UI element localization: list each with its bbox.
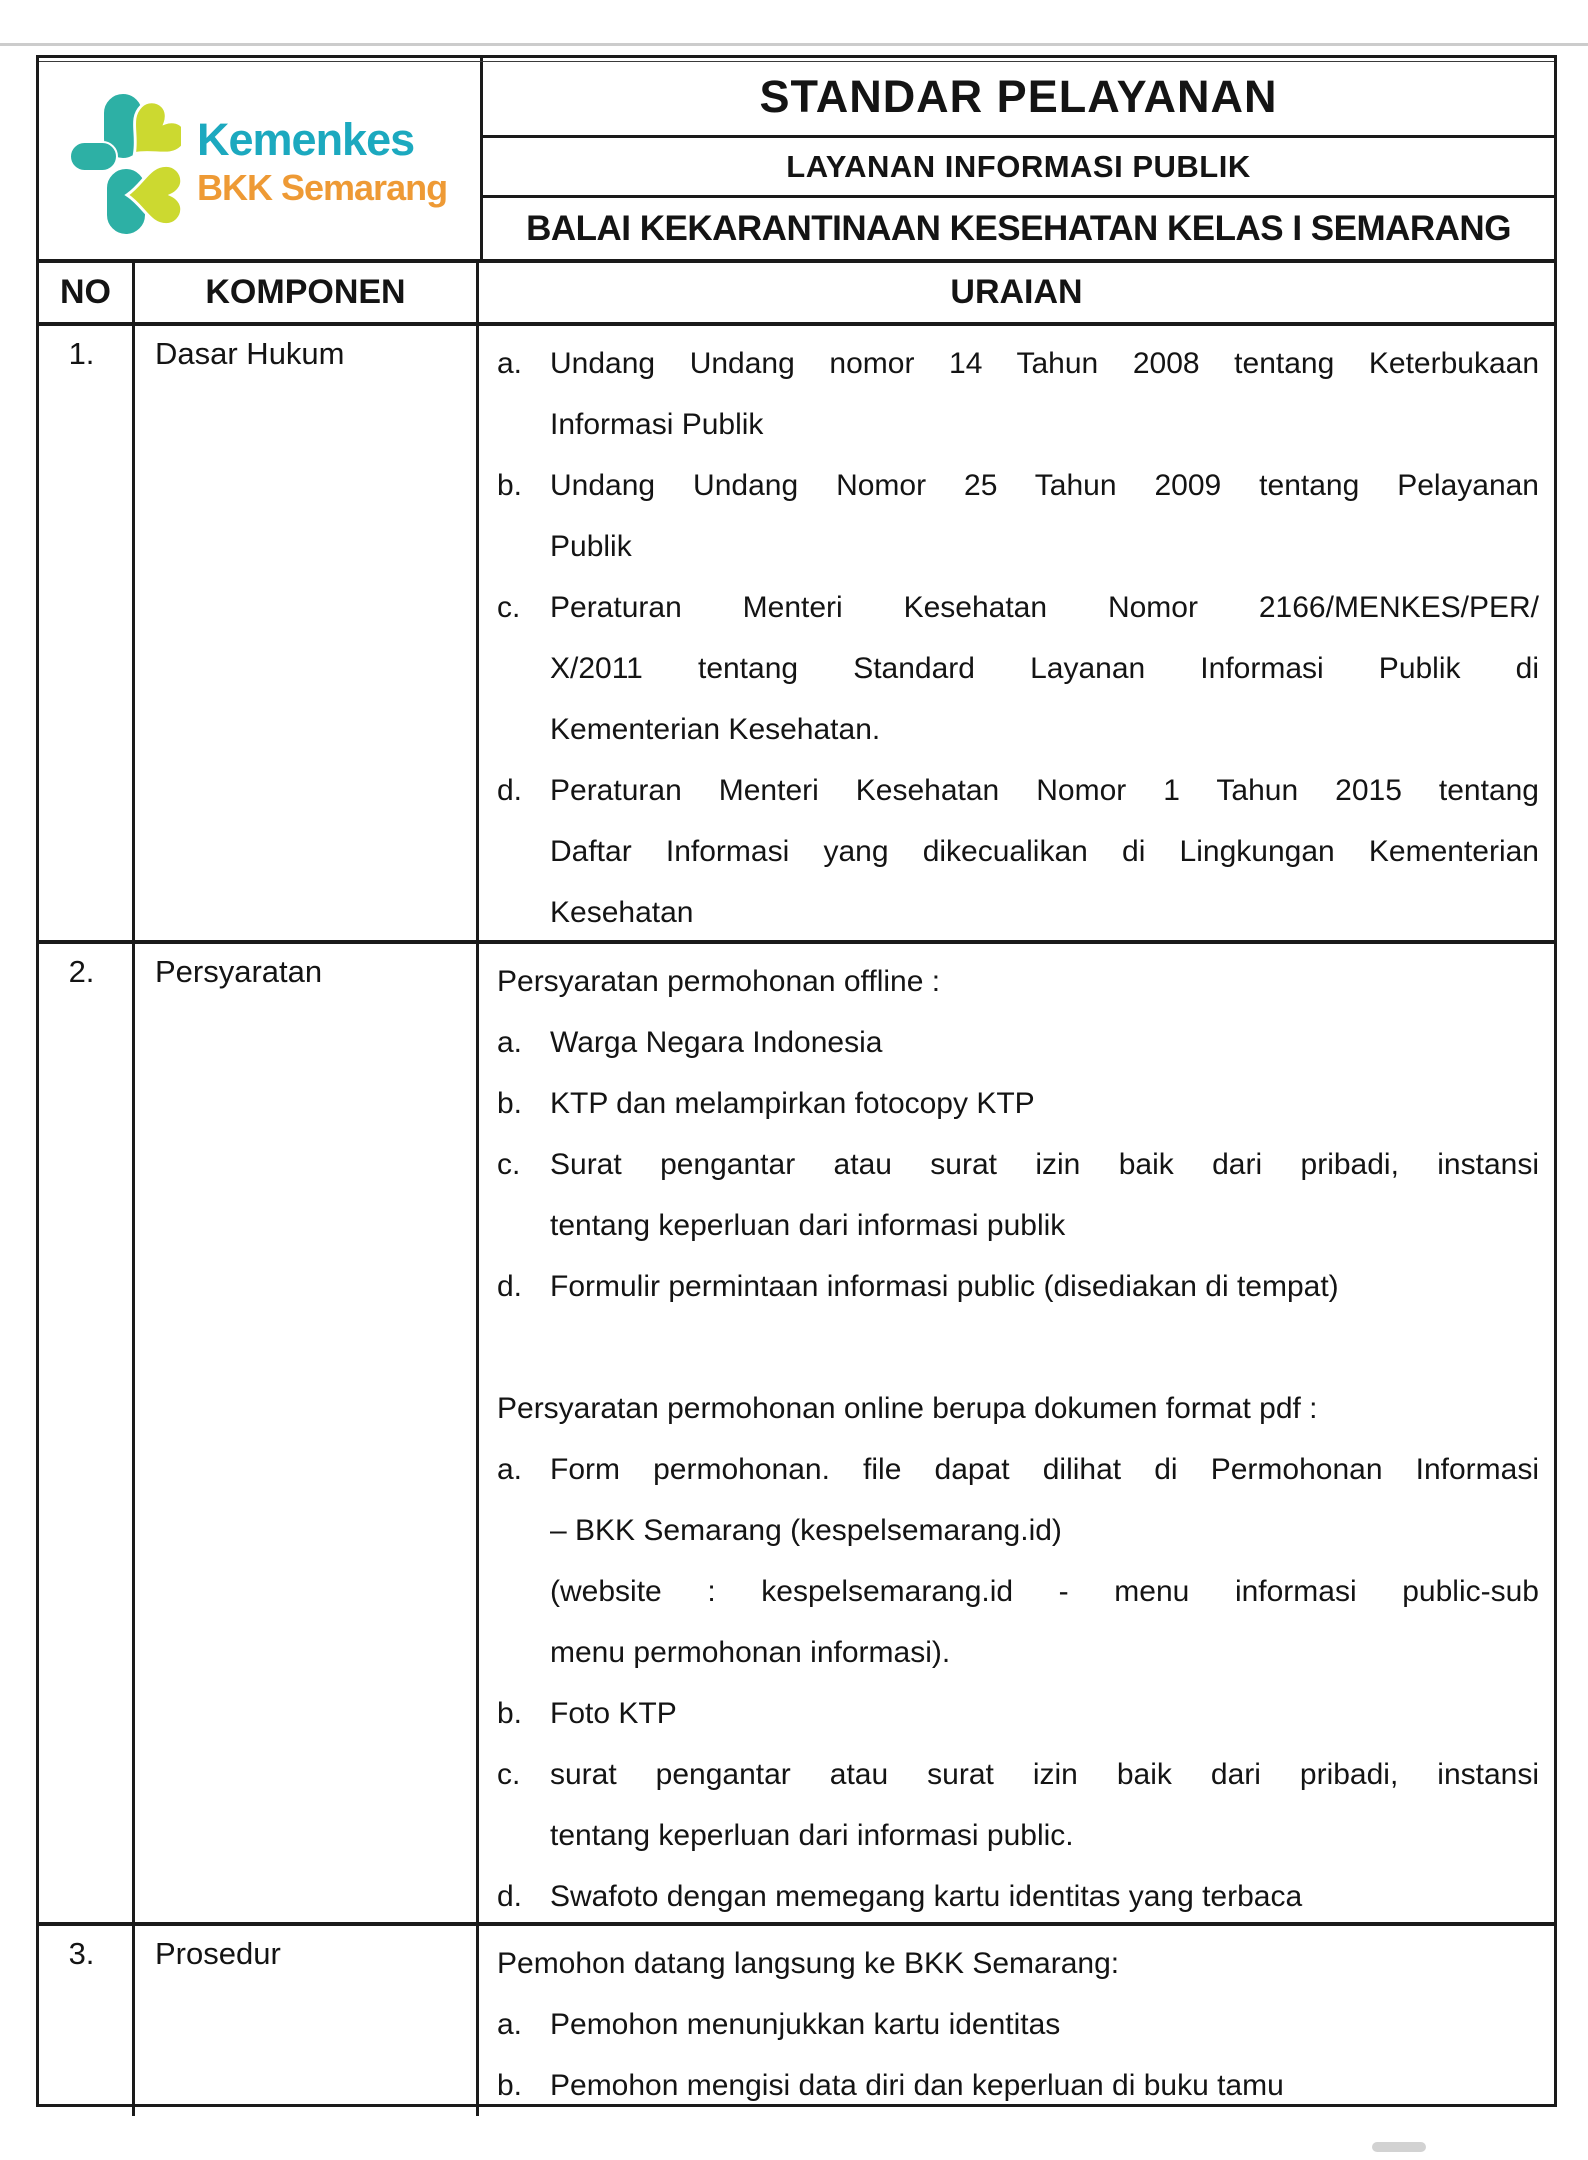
uraian-cell [479,326,1554,940]
list-item [497,1866,1539,1927]
line: Peraturan Menteri Kesehatan Nomor 1 Tahun 2015 tentang [550,774,1539,807]
list-item [497,2055,1539,2116]
list-letter: a. [497,1453,523,1486]
list-letter: b. [497,1697,523,1730]
column-header-no: NO [39,263,135,322]
line: Pemohon menunjukkan kartu identitas [550,2008,1061,2041]
list-item [497,455,1539,577]
line: Informasi Publik [550,408,764,441]
list-letter: b. [497,1087,523,1120]
column-header-uraian: URAIAN [950,273,1083,311]
list-item [497,1994,1539,2055]
line: Foto KTP [550,1697,677,1730]
line: KTP dan melampirkan fotocopy KTP [550,1087,1035,1120]
line: Swafoto dengan memegang kartu identitas yang terbaca [550,1880,1303,1913]
line: Warga Negara Indonesia [550,1026,883,1059]
list-letter: c. [497,1148,521,1181]
line: Surat pengantar atau surat izin baik dari pribadi, instansi [550,1148,1539,1181]
list-item [497,577,1539,760]
line: Undang Undang nomor 14 Tahun 2008 tentang Keterbukaan [550,347,1539,380]
list-letter: a. [497,2008,523,2041]
komponen-label: Dasar Hukum [135,326,479,940]
list-item [497,1439,1539,1683]
list-item [497,1256,1539,1317]
column-header-komponen: KOMPONEN [135,263,479,322]
logo-subtitle: BKK Semarang [197,167,448,208]
line: Kementerian Kesehatan. [550,713,881,746]
scan-artifact-line [0,43,1588,46]
list-letter: b. [497,469,523,502]
uraian-cell [479,944,1554,1922]
prosedur-intro: Pemohon datang langsung ke BKK Semarang: [497,1947,1120,1980]
list-item [497,333,1539,455]
doc-office-name: BALAI KEKARANTINAAN KESEHATAN KELAS I SEMARANG [526,208,1511,248]
title-block [483,58,1554,259]
list-letter: a. [497,1026,523,1059]
row-number: 3. [39,1926,135,2116]
line: Undang Undang Nomor 25 Tahun 2009 tentang Pelayanan [550,469,1539,502]
komponen-label: Prosedur [135,1926,479,2116]
line: Form permohonan. file dapat dilihat di Permohonan Informasi [550,1453,1539,1486]
doc-title: STANDAR PELAYANAN [483,58,1554,138]
line: tentang keperluan dari informasi publik [550,1209,1066,1242]
list-item [497,1012,1539,1073]
line: Kesehatan [550,896,694,929]
scan-artifact-smudge [1372,2142,1426,2152]
table-header-block [39,58,1554,263]
row-number: 2. [39,944,135,1922]
table-row-dasar-hukum [39,326,1554,944]
table-row-persyaratan [39,944,1554,1926]
line: – BKK Semarang (kespelsemarang.id) [550,1514,1062,1547]
list-item [497,1683,1539,1744]
doc-subtitle: LAYANAN INFORMASI PUBLIK [483,138,1554,198]
uraian-cell [479,1926,1554,2116]
line: (website : kespelsemarang.id - menu informasi public-sub [550,1575,1539,1608]
list-letter: d. [497,1880,523,1913]
list-item [497,1073,1539,1134]
line: X/2011 tentang Standard Layanan Informasi Publik di [550,652,1539,685]
line: Publik [550,530,632,563]
offline-intro: Persyaratan permohonan offline : [497,965,941,998]
kemenkes-logo-icon [69,91,181,237]
online-intro: Persyaratan permohonan online berupa dokumen format pdf : [497,1392,1318,1425]
logo-cell [39,58,483,259]
column-header-row [39,263,1554,326]
line: Peraturan Menteri Kesehatan Nomor 2166/MENKES/PER/ [550,591,1539,624]
line: tentang keperluan dari informasi public. [550,1819,1074,1852]
list-letter: d. [497,774,523,807]
list-letter: c. [497,591,521,624]
list-letter: b. [497,2069,523,2102]
row-number: 1. [39,326,135,940]
standar-pelayanan-table [36,55,1557,2107]
list-letter: c. [497,1758,521,1791]
list-item [497,1744,1539,1866]
list-letter: a. [497,347,523,380]
line: Pemohon mengisi data diri dan keperluan di buku tamu [550,2069,1284,2102]
line: menu permohonan informasi). [550,1636,951,1669]
line: surat pengantar atau surat izin baik dari pribadi, instansi [550,1758,1539,1791]
blank-line [497,1317,1539,1378]
table-row-prosedur [39,1926,1554,2116]
logo-text [197,114,447,209]
komponen-label: Persyaratan [135,944,479,1922]
list-item [497,760,1539,943]
line: Daftar Informasi yang dikecualikan di Lingkungan Kementerian [550,835,1539,868]
list-letter: d. [497,1270,523,1303]
list-item [497,1134,1539,1256]
line: Formulir permintaan informasi public (disediakan di tempat) [550,1270,1339,1303]
logo-title: Kemenkes [197,114,415,165]
